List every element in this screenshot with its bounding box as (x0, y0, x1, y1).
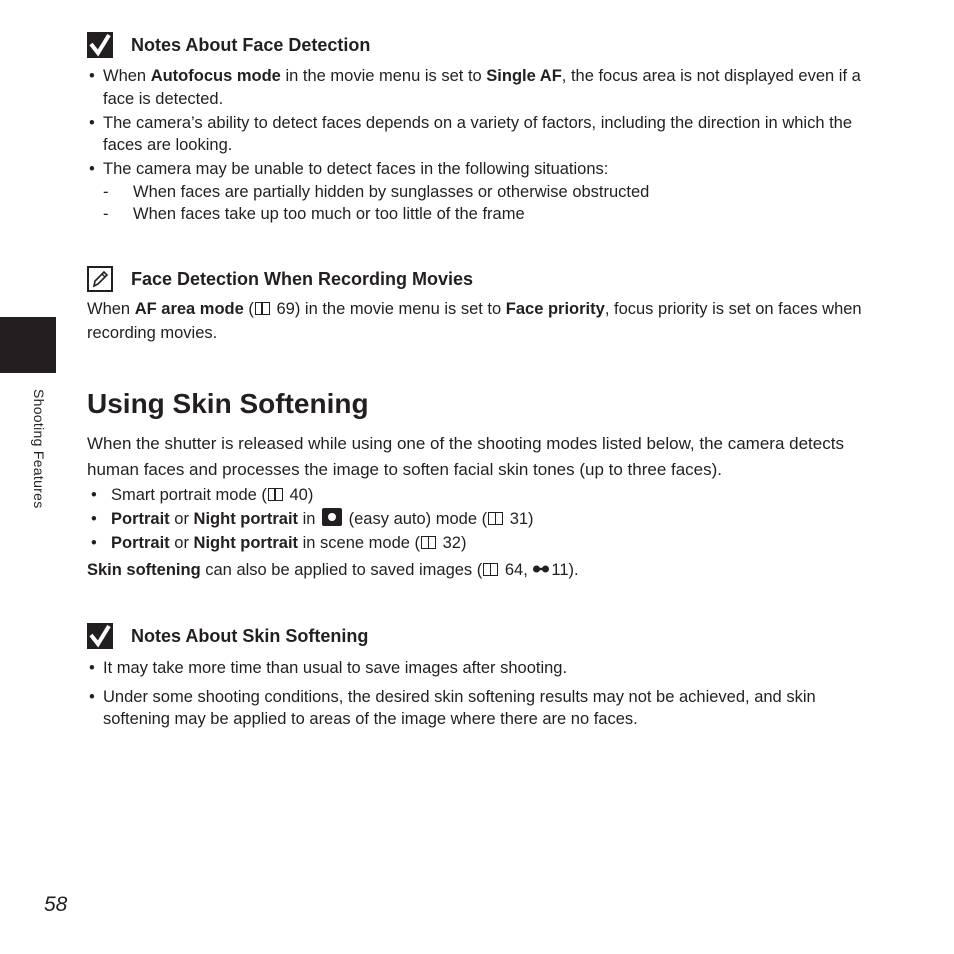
note-skin-softening-list (87, 657, 877, 732)
section-tab-marker (0, 317, 56, 373)
section-intro: When the shutter is released while using one of the shooting modes listed below, the camera detects human faces and processes the image to soften facial skin tones (up to three faces). (87, 434, 844, 479)
note-title: Face Detection When Recording Movies (131, 268, 474, 289)
note-movies-body: When AF area mode ( 69) in the movie menu is set to Face priority, focus priority is set on faces when recording movies. (87, 300, 862, 342)
page-number: 58 (44, 893, 68, 916)
checkmark-icon (87, 623, 113, 649)
list-item: • When Autofocus mode in the movie menu is set to Single AF, the focus area is not displayed even if a face is detected. (87, 65, 877, 110)
note-title: Notes About Skin Softening (131, 625, 369, 646)
shooting-modes-list (87, 483, 867, 555)
section-side-label: Shooting Features (31, 389, 47, 509)
list-item: • Under some shooting conditions, the desired skin softening results may not be achieved, and skin softening may be applied to areas of the image where there are no faces. (87, 686, 877, 731)
note-face-detection-header (87, 32, 370, 58)
sub-list-item: - When faces are partially hidden by sunglasses or otherwise obstructed (103, 182, 650, 201)
note-skin-softening-header (87, 623, 368, 649)
note-face-detection-list (87, 65, 877, 227)
section-heading: Using Skin Softening (87, 388, 369, 419)
list-item: • The camera’s ability to detect faces depends on a variety of factors, including the direction in which the faces are looking. (87, 112, 877, 157)
list-item: • Smart portrait mode ( 40) (87, 483, 867, 507)
page-reference-icon (488, 512, 503, 525)
checkmark-icon (87, 32, 113, 58)
page-reference-icon (483, 563, 498, 576)
list-item: • Portrait or Night portrait in scene mode ( 32) (87, 531, 867, 555)
note-title: Notes About Face Detection (131, 34, 371, 55)
reference-section-icon (532, 559, 550, 571)
page-reference-icon (268, 488, 283, 501)
page-reference-icon (421, 536, 436, 549)
list-item: • It may take more time than usual to save images after shooting. (87, 657, 877, 680)
note-movies-header (87, 266, 473, 292)
list-item: • The camera may be unable to detect faces in the following situations: - When faces are partially hidden by sunglasses or otherwise obstructed - When faces take up too much or too little of the frame (87, 158, 877, 226)
sub-list-item: - When faces take up too much or too little of the frame (103, 205, 525, 223)
section-outro: Skin softening can also be applied to saved images ( 64, 11). (87, 561, 579, 579)
pencil-icon (87, 266, 113, 292)
page-reference-icon (255, 302, 270, 315)
list-item: • Portrait or Night portrait in (easy auto) mode ( 31) (87, 507, 867, 531)
easy-auto-camera-icon (322, 508, 342, 526)
